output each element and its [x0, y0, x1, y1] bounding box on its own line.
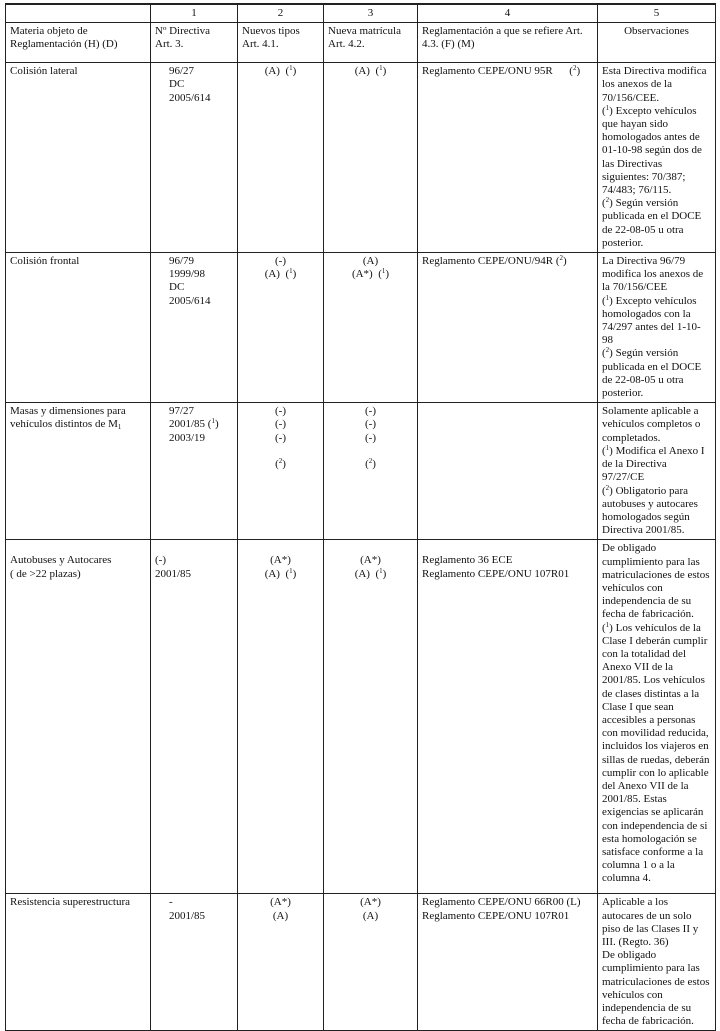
observaciones-paragraph: ($^1$) Modifica el Anexo I de la Directiva 97/27/CE	[602, 443, 705, 484]
nuevos-tipos-line: (A*)	[270, 896, 291, 909]
directiva-line: 2003/19	[169, 431, 206, 444]
observaciones-paragraph: ($^1$) Excepto vehículos que hayan sido homologados antes de 01-10-98 según dos de las Directivas siguientes: 70/387; 74/483; 76/115.	[602, 103, 702, 197]
observaciones-paragraph: Esta Directiva modifica los anexos de la 70/156/CEE.	[602, 65, 707, 104]
cell-directiva	[151, 403, 238, 540]
table-row	[6, 63, 716, 253]
cell-materia	[6, 540, 151, 894]
directiva-line: 96/79	[169, 255, 195, 268]
col-number-3: 3	[324, 4, 418, 23]
cell-reglamentacion	[418, 403, 598, 540]
table-row	[6, 540, 716, 894]
materia-text: Masas y dimensiones para vehículos distintos de $M_1$	[10, 405, 126, 432]
cell-reglamentacion	[418, 894, 598, 1031]
col-number-4: 4	[418, 4, 598, 23]
nueva-matricula-line: (A)	[362, 255, 379, 268]
header-materia-line: Reglamentación (H) (D)	[10, 38, 118, 51]
reglamentacion-line: Reglamento CEPE/ONU 95R ($^2$)	[422, 64, 581, 78]
cell-directiva	[151, 253, 238, 403]
nuevos-tipos-line: (-)	[275, 418, 286, 431]
cell-materia	[6, 894, 151, 1031]
table-row	[6, 403, 716, 540]
reglamentacion-line: Reglamento CEPE/ONU 107R01	[422, 567, 570, 580]
materia-text: Resistencia superestructura	[10, 896, 131, 909]
materia-text: Colisión lateral	[10, 65, 78, 78]
reglamentacion-line: Reglamento CEPE/ONU 66R00 (L)	[422, 896, 581, 909]
materia-text: ( de >22 plazas)	[10, 567, 81, 580]
cell-observaciones	[598, 540, 716, 894]
nueva-matricula-line: (A) ($^1$)	[354, 64, 387, 78]
table-row	[6, 253, 716, 403]
observaciones-paragraph: De obligado cumplimiento para las matriculaciones de estos vehículos con independencia de su fecha de fabricación.	[602, 949, 710, 1028]
header-directiva-line: Nº Directiva	[155, 25, 211, 38]
cell-nueva-matricula	[324, 540, 418, 894]
column-number-row	[6, 4, 716, 23]
table-row	[6, 894, 716, 1031]
nueva-matricula-line: (A*)	[360, 896, 381, 909]
directiva-line: 2005/614	[169, 294, 211, 307]
header-nueva-matricula	[324, 23, 418, 63]
cell-observaciones	[598, 403, 716, 540]
cell-nueva-matricula	[324, 403, 418, 540]
cell-nuevos-tipos	[238, 63, 324, 253]
cell-observaciones	[598, 894, 716, 1031]
reglamentacion-line: Reglamento 36 ECE	[422, 554, 513, 567]
cell-materia	[6, 63, 151, 253]
observaciones-paragraph: ($^1$) Los vehículos de la Clase I deberán cumplir con la totalidad del Anexo VII de la 2001/85. Los vehículos de clases distintas a la Clase I que sean accesibles a personas con movilidad reducida, incluidos los viajeros en sillas de ruedas, deberán cumplir con lo aplicable del Anexo VII de la 2001/85. Estas exigencias se aplicarán con independencia de si esta homologación se satisface conforme a la columna 1 o a la columna 4.	[602, 620, 710, 885]
directiva-line: 2001/85 ($^1$)	[169, 417, 219, 431]
nuevos-tipos-line: (A) ($^1$)	[264, 64, 297, 78]
directiva-line: 1999/98	[169, 268, 206, 281]
header-nuevos-tipos	[238, 23, 324, 63]
reglamentacion-line: Reglamento CEPE/ONU/94R ($^2$)	[422, 254, 567, 268]
directiva-line: 97/27	[169, 405, 195, 418]
nueva-matricula-line: (A*) ($^1$)	[351, 267, 390, 281]
nueva-matricula-line: (A) ($^1$)	[354, 566, 387, 580]
directiva-line: DC	[169, 78, 185, 91]
directiva-line: 2005/614	[169, 91, 211, 104]
nueva-matricula-line: (A)	[362, 909, 379, 922]
cell-reglamentacion	[418, 63, 598, 253]
header-reglamentacion-line: Reglamentación a que se refiere Art.	[422, 25, 583, 38]
header-directiva	[151, 23, 238, 63]
reglamentacion-line: Reglamento CEPE/ONU 107R01	[422, 909, 570, 922]
observaciones-paragraph: ($^2$) Obligatorio para autobuses y autocares homologados según Directiva 2001/85.	[602, 483, 698, 537]
nuevos-tipos-line: (-)	[275, 255, 286, 268]
nueva-matricula-line: (A*)	[360, 554, 381, 567]
col-number-5: 5	[598, 4, 716, 23]
observaciones-paragraph: ($^2$) Según versión publicada en el DOCE de 22-08-05 u otra posterior.	[602, 346, 702, 400]
header-nueva-matricula-line: Art. 4.2.	[328, 38, 365, 51]
header-materia-line: Materia objeto de	[10, 25, 88, 38]
cell-nuevos-tipos	[238, 403, 324, 540]
cell-nuevos-tipos	[238, 540, 324, 894]
cell-observaciones	[598, 63, 716, 253]
regulation-table	[5, 3, 716, 1031]
materia-text: Colisión frontal	[10, 255, 80, 268]
cell-directiva	[151, 540, 238, 894]
header-directiva-line: Art. 3.	[155, 38, 184, 51]
cell-materia	[6, 403, 151, 540]
cell-directiva	[151, 63, 238, 253]
column-title-row	[6, 23, 716, 63]
observaciones-paragraph: De obligado cumplimiento para las matriculaciones de estos vehículos con independencia de su fecha de fabricación.	[602, 542, 710, 621]
observaciones-paragraph: ($^1$) Excepto vehículos homologados con la 74/297 antes del 1-10-98	[602, 293, 701, 347]
nueva-matricula-line: (-)	[365, 431, 376, 444]
directiva-line: 2001/85	[169, 909, 206, 922]
header-nuevos-tipos-line: Nuevos tipos	[242, 25, 300, 38]
header-nueva-matricula-line: Nueva matrícula	[328, 25, 401, 38]
nuevos-tipos-line: (A) ($^1$)	[264, 267, 297, 281]
col-number-2: 2	[238, 4, 324, 23]
nueva-matricula-line: ($^2$)	[365, 456, 376, 470]
header-observaciones	[598, 23, 716, 63]
nueva-matricula-line: (-)	[365, 418, 376, 431]
nuevos-tipos-line: ($^2$)	[275, 456, 286, 470]
cell-nueva-matricula	[324, 253, 418, 403]
observaciones-paragraph: La Directiva 96/79 modifica los anexos de la 70/156/CEE	[602, 255, 704, 294]
observaciones-paragraph: ($^2$) Según versión publicada en el DOCE de 22-08-05 u otra posterior.	[602, 196, 702, 249]
header-observaciones-line: Observaciones	[624, 25, 689, 38]
cell-nueva-matricula	[324, 894, 418, 1031]
nueva-matricula-line: (-)	[365, 405, 376, 418]
nuevos-tipos-line: (-)	[275, 431, 286, 444]
observaciones-paragraph: Solamente aplicable a vehículos completos o completados.	[602, 405, 701, 444]
header-nuevos-tipos-line: Art. 4.1.	[242, 38, 279, 51]
directiva-line: 2001/85	[155, 567, 192, 580]
cell-observaciones	[598, 253, 716, 403]
cell-reglamentacion	[418, 540, 598, 894]
col-number-1: 1	[151, 4, 238, 23]
observaciones-paragraph: Aplicable a los autocares de un solo piso de las Clases II y III. (Regto. 36)	[602, 896, 699, 948]
directiva-line: -	[169, 896, 173, 909]
nuevos-tipos-line: (A) ($^1$)	[264, 566, 297, 580]
nuevos-tipos-line: (-)	[275, 405, 286, 418]
cell-directiva	[151, 894, 238, 1031]
directiva-line: 96/27	[169, 65, 195, 78]
materia-text: Autobuses y Autocares	[10, 554, 112, 567]
nuevos-tipos-line: (A*)	[270, 554, 291, 567]
cell-nuevos-tipos	[238, 894, 324, 1031]
header-reglamentacion	[418, 23, 598, 63]
col-number-0	[6, 4, 151, 23]
cell-reglamentacion	[418, 253, 598, 403]
nuevos-tipos-line: (A)	[272, 909, 289, 922]
directiva-line: (-)	[155, 554, 166, 567]
header-reglamentacion-line: 4.3. (F) (M)	[422, 38, 475, 51]
cell-nuevos-tipos	[238, 253, 324, 403]
cell-materia	[6, 253, 151, 403]
header-materia	[6, 23, 151, 63]
directiva-line: DC	[169, 281, 185, 294]
cell-nueva-matricula	[324, 63, 418, 253]
